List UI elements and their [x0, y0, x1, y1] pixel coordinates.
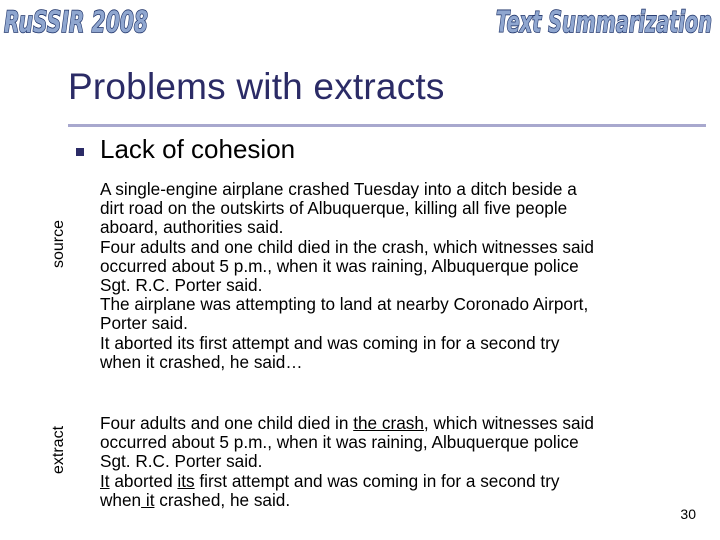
- underlined-reference: It: [100, 470, 110, 491]
- text-summarization-logo: [494, 2, 716, 40]
- underlined-reference: it: [141, 489, 155, 510]
- bullet-heading: Lack of cohesion: [100, 134, 296, 164]
- source-paragraph: A single-engine airplane crashed Tuesday into a ditch beside a dirt road on the outskirts of Albuquerque, killing all five people aboard, authorities said. Four adults and one child died in the crash, which witnesses said occurred about 5 p.m., when it was raining, Albuquerque police Sgt. R.C. Porter said. The airplane was attempting to land at nearby Coronado Airport, Porter said. It aborted its first attempt and was coming in for a second try when it crashed, he said…: [100, 179, 594, 372]
- svg-text:RuSSIR 2008: RuSSIR 2008: [4, 5, 148, 39]
- square-bullet-icon: [76, 148, 84, 156]
- underlined-reference: its: [177, 470, 195, 491]
- extract-text: aborted: [109, 470, 178, 491]
- extract-paragraph: [100, 414, 700, 510]
- svg-text:Text Summarization: Text Summarization: [496, 5, 712, 39]
- extract-text: Four adults and one child died in: [100, 413, 354, 433]
- slide-title: Problems with extracts: [68, 66, 445, 107]
- russir-2008-logo: [2, 2, 152, 40]
- underlined-reference: the crash: [353, 413, 424, 433]
- extract-text: , which witnesses said occurred about 5 p.m., when it was raining, Albuquerque police Sgt. R.C. Porter said.: [100, 413, 594, 472]
- extract-label: extract: [50, 425, 67, 474]
- page-number: 30: [680, 506, 696, 522]
- extract-text: crashed, he said.: [154, 489, 291, 510]
- source-label: source: [50, 219, 67, 268]
- title-divider: [68, 124, 706, 127]
- extract-text: first attempt and was coming in for a second try when: [100, 470, 560, 510]
